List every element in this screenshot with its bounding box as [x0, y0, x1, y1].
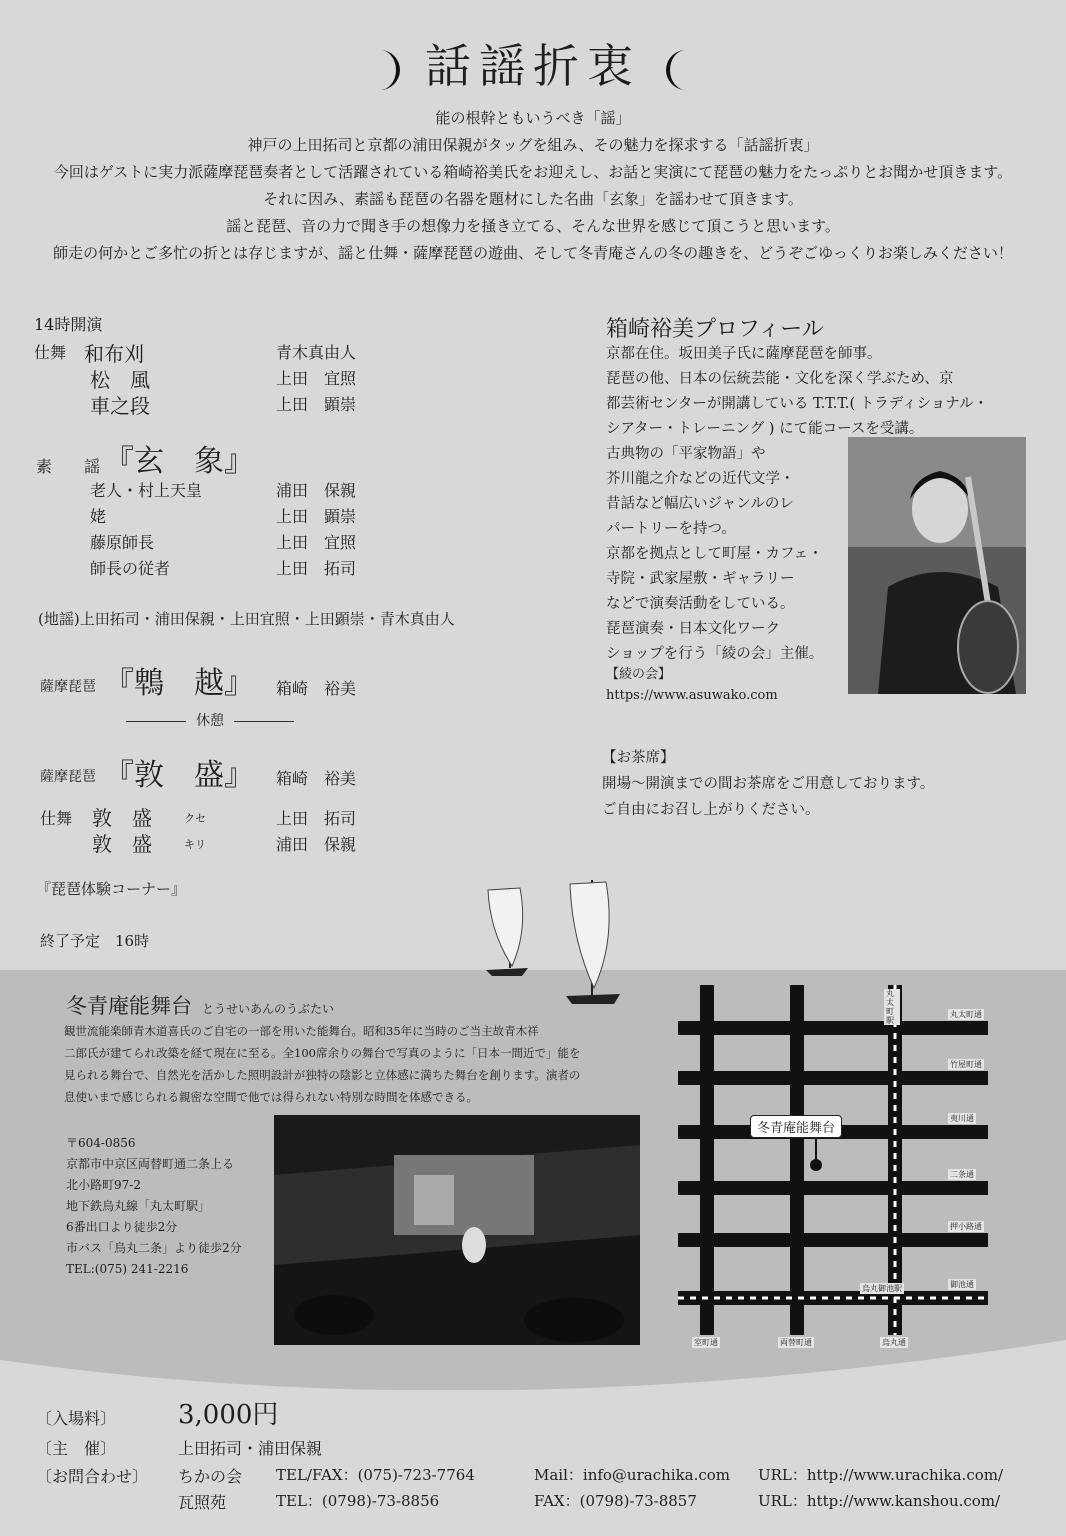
shimai-performer: 浦田 保親	[276, 835, 357, 854]
intro-line: それに因み、素謡も琵琶の名器を題材にした名曲「玄象」を謡わせて頂きます。	[263, 190, 803, 208]
shimai-label: 仕舞	[40, 809, 73, 828]
fee-value: 3,000円	[178, 1400, 279, 1430]
shimai-title: 和布刈	[84, 342, 144, 366]
street-label: 夷川通	[950, 1114, 974, 1123]
profile-line: 琵琶演奏・日本文化ワーク	[606, 621, 780, 637]
tea-title: 【お茶席】	[602, 750, 675, 766]
contact-tel: TEL/FAX：(075)-723-7764	[276, 1466, 475, 1484]
performer-photo	[848, 437, 1026, 694]
profile-line: 京都在住。坂田美子氏に薩摩琵琶を師事。	[606, 346, 882, 362]
street-label: 両替町通	[780, 1338, 812, 1347]
intermission-label: 休憩	[196, 713, 224, 729]
contact-org: ちかの会	[178, 1467, 243, 1486]
host-label: 〔主 催〕	[36, 1439, 117, 1458]
venue-title	[66, 990, 334, 1020]
street-label: 丸太町通	[950, 1010, 982, 1019]
host-value: 上田拓司・浦田保親	[178, 1439, 323, 1458]
street-label: 御池通	[950, 1280, 974, 1289]
biwa-performer: 箱崎 裕美	[276, 679, 357, 698]
profile-line: パートリーを持つ。	[606, 521, 736, 537]
venue-desc: 息使いまで感じられる親密な空間で他では得られない特別な時間を体感できる。	[64, 1090, 478, 1104]
biwa-title: 『敦 盛』	[104, 758, 254, 793]
address-line: 京都市中京区両替町通二条上る	[66, 1157, 235, 1171]
contact-label: 〔お問合わせ〕	[36, 1467, 149, 1486]
street-label: 室町通	[694, 1338, 718, 1347]
tea-line: 開場～開演までの間お茶席をご用意しております。	[602, 776, 935, 792]
street-label: 竹屋町通	[950, 1060, 982, 1069]
role-performer: 浦田 保親	[276, 481, 357, 500]
shimai-performer: 上田 顕崇	[276, 395, 357, 414]
shimai-performer: 上田 拓司	[276, 809, 357, 828]
address-line: 市バス「烏丸二条」より徒歩2分	[66, 1241, 242, 1255]
shimai-performer: 上田 宜照	[276, 369, 357, 388]
crescent-moon-left-icon	[374, 48, 402, 92]
event-title: 話謡折衷	[425, 39, 641, 93]
profile-line: 琵琶の他、日本の伝統芸能・文化を深く学ぶため、京	[606, 371, 954, 387]
biwa-label: 薩摩琵琶	[40, 679, 96, 695]
shimai-title: 敦 盛	[92, 832, 152, 856]
address-line: TEL:(075) 241-2216	[66, 1262, 189, 1276]
venue-pin-label: 冬青庵能舞台	[750, 1115, 842, 1138]
profile-line: などで演奏活動をしている。	[606, 596, 795, 612]
street-label: 烏丸通	[882, 1338, 906, 1347]
divider	[126, 721, 186, 722]
profile-line: 古典物の「平家物語」や	[606, 446, 766, 462]
shimai-label: 仕舞	[34, 343, 67, 362]
station-label: 烏丸御池駅	[862, 1284, 902, 1293]
shimai-note: キリ	[184, 838, 206, 851]
role-name: 老人・村上天皇	[90, 481, 203, 500]
profile-line: 昔話など幅広いジャンルのレ	[606, 496, 794, 512]
contact-fax: FAX：(0798)-73-8857	[534, 1492, 697, 1510]
divider	[234, 721, 294, 722]
shimai-title: 敦 盛	[92, 806, 152, 830]
role-name: 藤原師長	[90, 533, 155, 552]
address-line: 地下鉄烏丸線「丸太町駅」	[66, 1199, 211, 1213]
stage-photo	[274, 1115, 640, 1345]
jiutai: (地謡)上田拓司・浦田保親・上田宜照・上田顕崇・青木真由人	[38, 610, 455, 628]
address-line: 〒604-0856	[66, 1136, 136, 1150]
address-line: 6番出口より徒歩2分	[66, 1220, 178, 1234]
intermission	[116, 710, 304, 730]
profile-line: ショップを行う「綾の会」主催。	[606, 646, 824, 662]
intro-line: 神戸の上田拓司と京都の浦田保親がタッグを組み、その魅力を探求する「話謡折衷」	[247, 136, 819, 154]
profile-line: 京都を拠点として町屋・カフェ・	[606, 546, 823, 562]
suutai-title: 『玄 象』	[104, 444, 254, 479]
intro-line: 能の根幹ともいうべき「謡」	[435, 109, 631, 127]
role-name: 師長の従者	[90, 559, 171, 578]
address-line: 北小路町97-2	[66, 1178, 141, 1192]
access-map	[678, 985, 998, 1355]
contact-mail[interactable]: Mail：info@urachika.com	[534, 1466, 731, 1484]
street-label: 二条通	[950, 1170, 974, 1179]
shimai-title: 車之段	[90, 394, 150, 418]
contact-url[interactable]: URL：http://www.kanshou.com/	[758, 1492, 1001, 1510]
role-performer: 上田 宜照	[276, 533, 357, 552]
biwa-label: 薩摩琵琶	[40, 769, 96, 785]
end-time: 終了予定 16時	[40, 932, 150, 950]
station-label: 丸太町駅	[884, 989, 900, 1025]
contact-org: 瓦照苑	[178, 1493, 227, 1512]
contact-tel: TEL：(0798)-73-8856	[276, 1492, 440, 1510]
sailboat-illustration	[474, 880, 624, 1010]
profile-line: シアター・トレーニング ) にて能コースを受講。	[606, 421, 924, 437]
start-time: 14時開演	[34, 315, 103, 334]
profile-title: 箱崎裕美プロフィール	[606, 317, 824, 342]
profile-line: 【綾の会】	[606, 667, 672, 682]
venue-name: 冬青庵能舞台	[66, 994, 192, 1018]
biwa-title: 『鵯 越』	[104, 666, 254, 701]
role-name: 姥	[90, 507, 107, 526]
venue-reading: とうせいあんのうぶたい	[202, 1002, 335, 1016]
contact-url[interactable]: URL：http://www.urachika.com/	[758, 1466, 1004, 1484]
shimai-title: 松 風	[90, 368, 150, 392]
fee-label: 〔入場料〕	[36, 1409, 117, 1428]
profile-url[interactable]: https://www.asuwako.com	[606, 688, 778, 703]
biwa-corner: 『琵琶体験コーナー』	[36, 880, 187, 898]
intro-line: 今回はゲストに実力派薩摩琵琶奏者として活躍されている箱崎裕美氏をお迎えし、お話と実演にて琵琶の魅力をたっぷりとお聞かせ頂きます。	[53, 163, 1013, 181]
biwa-performer: 箱崎 裕美	[276, 769, 357, 788]
crescent-moon-right-icon	[664, 48, 692, 92]
profile-line: 都芸術センターが開講している T.T.T.( トラディショナル・	[606, 396, 989, 412]
role-performer: 上田 顕崇	[276, 507, 357, 526]
venue-desc: 観世流能楽師青木道喜氏のご自宅の一部を用いた能舞台。昭和35年に当時のご当主故青木祥	[64, 1024, 539, 1038]
shimai-performer: 青木真由人	[276, 343, 357, 362]
venue-desc: 見られる舞台で、自然光を活かした照明設計が独特の陰影と立体感に満ちた舞台を創ります。演者の	[64, 1068, 581, 1082]
venue-desc: 二郎氏が建てられ改築を経て現在に至る。全100席余りの舞台で写真のように「日本一間近で」能を	[64, 1046, 581, 1060]
suutai-label: 素 謡	[36, 457, 101, 476]
profile-line: 寺院・武家屋敷・ギャラリー	[606, 571, 795, 587]
title-block	[0, 30, 1066, 96]
intro-line: 師走の何かとご多忙の折とは存じますが、謡と仕舞・薩摩琵琶の遊曲、そして冬青庵さんの冬の趣きを、どうぞごゆっくりお楽しみください！	[53, 244, 1013, 262]
intro-line: 謡と琵琶、音の力で聞き手の想像力を掻き立てる、そんな世界を感じて頂こうと思います。	[226, 217, 840, 235]
profile-line: 芥川龍之介などの近代文学・	[606, 471, 795, 487]
shimai-note: クセ	[184, 812, 206, 825]
tea-line: ご自由にお召し上がりください。	[602, 802, 820, 818]
role-performer: 上田 拓司	[276, 559, 357, 578]
street-label: 押小路通	[950, 1222, 982, 1231]
